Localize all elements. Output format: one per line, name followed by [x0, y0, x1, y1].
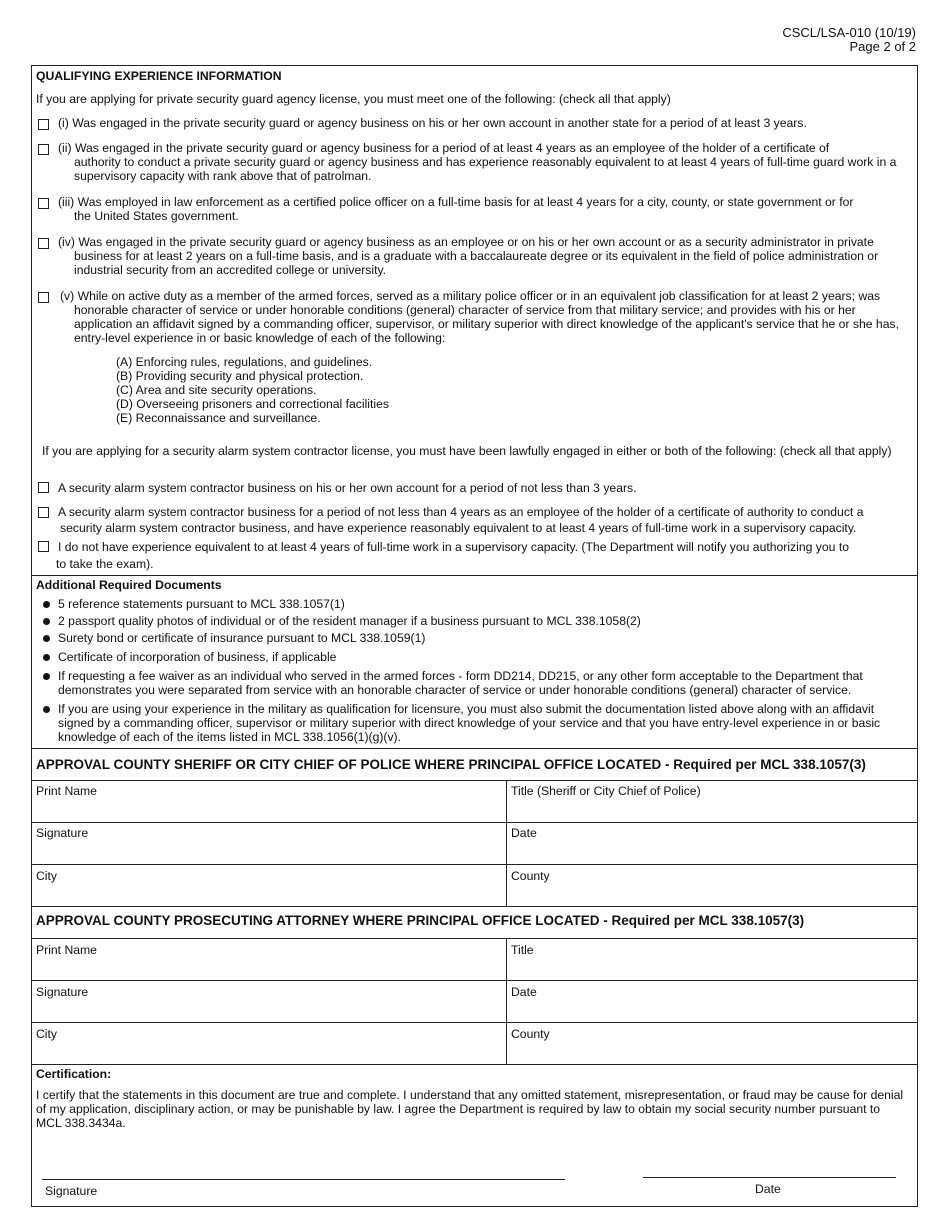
prosecutor-section-title: APPROVAL COUNTY PROSECUTING ATTORNEY WHERE PRINCIPAL OFFICE LOCATED - Required per MCL 338.1057(3) [36, 913, 805, 928]
form-number: CSCL/LSA-010 (10/19) [782, 25, 916, 40]
alarm-option-2-checkbox[interactable] [38, 507, 49, 518]
option-i [58, 116, 899, 130]
document-item: 5 reference statements pursuant to MCL 338.1057(1) [58, 597, 345, 611]
alarm-option-1-checkbox[interactable] [38, 482, 49, 493]
divider [32, 864, 917, 865]
alarm-option-3: I do not have experience equivalent to at least 4 years of full-time work in a supervisory capacity. (The Department will notify you authorizing you to [58, 540, 850, 554]
divider [32, 780, 917, 781]
option-iv-checkbox[interactable] [38, 238, 49, 249]
option-iii-num: (iii) [58, 195, 75, 209]
option-ii [58, 141, 899, 155]
divider [32, 938, 917, 939]
option-iii-checkbox[interactable] [38, 198, 49, 209]
document-item: Surety bond or certificate of insurance pursuant to MCL 338.1059(1) [58, 631, 426, 645]
document-item: If requesting a fee waiver as an individual who served in the armed forces - form DD214, DD215, or any other form acceptable to the Department that demonstrates you were separated from service with an honorable character of service or under honorable conditions (general) character of service. [58, 669, 863, 697]
alarm-option-3-checkbox[interactable] [38, 541, 49, 552]
option-iv-text: Was engaged in the private security guard or agency business as an employee or on his or her own account or as a security administrator in private [78, 235, 874, 249]
option-ii-continued: authority to conduct a private security guard or agency business and has experience reasonably equivalent to at least 4 years of full-time guard work in a supervisory capacity with rank above that of patrolman. [74, 155, 897, 183]
date-line[interactable] [643, 1177, 896, 1178]
option-iv [58, 235, 899, 249]
option-iii-continued: the United States government. [74, 209, 239, 223]
sheriff-date-label: Date [511, 826, 537, 840]
certification-text: I certify that the statements in this document are true and complete. I understand that any omitted statement, misrepresentation, or fraud may be cause for denial of my application, disciplinary action, or may be punishable by law. I agree the Department is required by law to obtain my social security number pursuant to MCL 338.3434a. [36, 1088, 904, 1130]
sheriff-city-label: City [36, 869, 57, 883]
subitem-b: (B) Providing security and physical protection. [116, 369, 364, 383]
certification-date-label: Date [755, 1182, 781, 1196]
bullet-icon [43, 654, 50, 661]
option-v-continued: honorable character of service or under honorable conditions (general) character of service from that military service; and provides with his or her application an affidavit signed by a commanding officer, supervisor, or military superior with direct knowledge of the applicant's service that he or she has, entry-level experience in or basic knowledge of each of the following: [74, 303, 899, 345]
sheriff-county-label: County [511, 869, 550, 883]
alarm-intro: If you are applying for a security alarm system contractor license, you must have been lawfully engaged in either or both of the following: (check all that apply) [42, 444, 892, 458]
column-divider [506, 938, 507, 1064]
option-ii-checkbox[interactable] [38, 144, 49, 155]
divider [32, 1064, 917, 1065]
sheriff-section-title: APPROVAL COUNTY SHERIFF OR CITY CHIEF OF POLICE WHERE PRINCIPAL OFFICE LOCATED - Required per MCL 338.1057(3) [36, 757, 866, 772]
prosecutor-print-name-label: Print Name [36, 943, 97, 957]
bullet-icon [43, 618, 50, 625]
prosecutor-date-label: Date [511, 985, 537, 999]
certification-signature-label: Signature [45, 1184, 98, 1198]
documents-title: Additional Required Documents [36, 578, 222, 592]
divider [32, 748, 917, 749]
qualifying-title: QUALIFYING EXPERIENCE INFORMATION [36, 69, 282, 83]
subitem-c: (C) Area and site security operations. [116, 383, 317, 397]
divider [32, 822, 917, 823]
document-item: 2 passport quality photos of individual or of the resident manager if a business pursuant to MCL 338.1058(2) [58, 614, 641, 628]
option-v-num: (v) [60, 289, 75, 303]
option-i-num: (i) [58, 116, 69, 130]
certification-title: Certification: [36, 1067, 112, 1081]
document-item: Certificate of incorporation of business, if applicable [58, 650, 337, 664]
form-identifier [782, 26, 916, 54]
sheriff-title-label: Title (Sheriff or City Chief of Police) [511, 784, 701, 798]
form-frame [31, 65, 918, 1207]
option-iv-num: (iv) [58, 235, 75, 249]
signature-line[interactable] [42, 1179, 565, 1180]
alarm-option-3-continued: to take the exam). [56, 557, 154, 571]
option-v [60, 289, 899, 303]
bullet-icon [43, 635, 50, 642]
sheriff-signature-label: Signature [36, 826, 89, 840]
sheriff-print-name-label: Print Name [36, 784, 97, 798]
column-divider [506, 780, 507, 906]
option-v-text: While on active duty as a member of the armed forces, served as a military police officer or in an equivalent job classification for at least 2 years; was [77, 289, 881, 303]
bullet-icon [43, 673, 50, 680]
divider [32, 906, 917, 907]
alarm-option-2-continued: security alarm system contractor business, and have experience reasonably equivalent to at least 4 years of full-time work in a supervisory capacity. [60, 521, 857, 535]
divider [32, 575, 917, 576]
bullet-icon [43, 706, 50, 713]
page-number: Page 2 of 2 [849, 39, 916, 54]
option-v-checkbox[interactable] [38, 292, 49, 303]
subitem-e: (E) Reconnaissance and surveillance. [116, 411, 321, 425]
option-iii-text: Was employed in law enforcement as a certified police officer on a full-time basis for at least 4 years for a city, county, or state government or for [77, 195, 854, 209]
alarm-option-1: A security alarm system contractor business on his or her own account for a period of not less than 3 years. [58, 481, 637, 495]
document-item: If you are using your experience in the military as qualification for licensure, you must also submit the documentation listed above along with an affidavit signed by a commanding officer, supervisor or military superior with direct knowledge of your service and that you have entry-level experience in or basic knowledge of each of the items listed in MCL 338.1056(1)(g)(v). [58, 702, 881, 744]
divider [32, 980, 917, 981]
prosecutor-signature-label: Signature [36, 985, 89, 999]
alarm-option-2: A security alarm system contractor business for a period of not less than 4 years as an employee of the holder of a certificate of authority to conduct a [58, 505, 864, 519]
subitem-a: (A) Enforcing rules, regulations, and guidelines. [116, 355, 373, 369]
prosecutor-title-label: Title [511, 943, 534, 957]
option-iv-continued: business for at least 2 years on a full-time basis, and is a graduate with a baccalaureate degree or its equivalent in the field of police administration or industrial security from an accredited college or university. [74, 249, 879, 277]
option-ii-num: (ii) [58, 141, 72, 155]
option-i-checkbox[interactable] [38, 119, 49, 130]
option-ii-text: Was engaged in the private security guard or agency business for a period of at least 4 years as an employee of the holder of a certificate of [74, 141, 830, 155]
bullet-icon [43, 601, 50, 608]
qualifying-intro: If you are applying for private security guard agency license, you must meet one of the following: (check all that apply) [36, 92, 671, 106]
prosecutor-county-label: County [511, 1027, 550, 1041]
option-iii [58, 195, 899, 209]
prosecutor-city-label: City [36, 1027, 57, 1041]
divider [32, 1022, 917, 1023]
option-i-text: Was engaged in the private security guard or agency business on his or her own account in another state for a period of at least 3 years. [72, 116, 807, 130]
subitem-d: (D) Overseeing prisoners and correctional facilities [116, 397, 389, 411]
